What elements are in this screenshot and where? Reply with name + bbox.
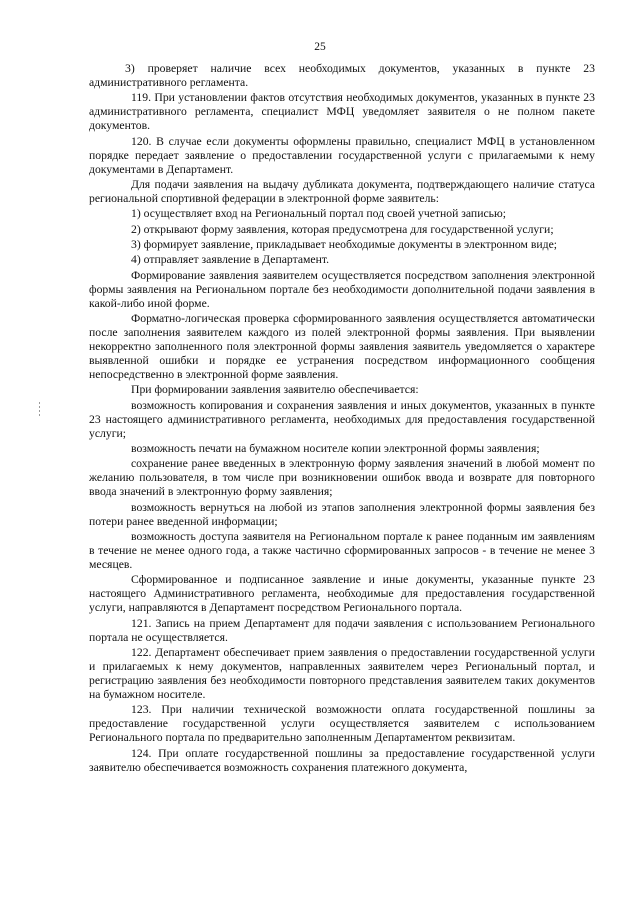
scan-margin-mark [38, 402, 42, 418]
feature-print: возможность печати на бумажном носителе копии электронной формы заявления; [131, 442, 540, 456]
paragraph-provided-features: При формировании заявления заявителю обеспечивается: [131, 383, 419, 397]
paragraph-123: 123. При наличии технической возможности оплата государственной пошлины за предоставление государственной услуги осуществляется заявителем с использованием Регионального портала по предварительно заполненным Департаментом реквизитам. [89, 703, 595, 745]
feature-copy-save: возможность копирования и сохранения заявления и иных документов, указанных в пункте 23 настоящего административного регламента, необходимых для предоставления государственной услуги; [89, 398, 595, 440]
paragraph-duplicate-intro: Для подачи заявления на выдачу дубликата документа, подтверждающего наличие статуса региональной спортивной федерации в электронной форме заявитель: [89, 177, 595, 205]
paragraph-124: 124. При оплате государственной пошлины за предоставление государственной услуги заявителю обеспечивается возможность сохранения платежного документа, [89, 746, 595, 774]
list-item-portal-login: 1) осуществляет вход на Региональный портал под своей учетной записью; [131, 207, 506, 221]
paragraph-forming-application: Формирование заявления заявителем осуществляется посредством заполнения электронной формы заявления на Региональном портале без необходимости дополнительной подачи заявления в какой-либо иной форме. [89, 268, 595, 310]
paragraph-signed-application: Сформированное и подписанное заявление и иные документы, указанные пункте 23 настоящего Административного регламента, необходимые для предоставления государственной услуги, направляются в Департамент посредством Регионального портала. [89, 573, 595, 615]
list-item-send-application: 4) отправляет заявление в Департамент. [131, 253, 330, 267]
paragraph-122: 122. Департамент обеспечивает прием заявления о предоставлении государственной услуги и прилагаемых к нему документов, направленных заявителем через Региональный портал, и регистрацию заявления без необходимости повторного представления заявителем таких документов на бумажном носителе. [89, 646, 595, 701]
paragraph-format-check: Форматно-логическая проверка сформированного заявления осуществляется автоматически после заполнения заявителем каждого из полей электронной формы заявления. При выявлении некорректно заполненного поля электронной формы заявления заявитель уведомляется о характере выявленной ошибки и порядке ее устранения посредством информационного сообщения непосредственно в электронной форме заявления. [89, 312, 595, 381]
document-body [89, 62, 595, 774]
page-number: 25 [314, 41, 326, 53]
feature-return-to-step: возможность вернуться на любой из этапов заполнения электронной формы заявления без потери ранее введенной информации; [89, 500, 595, 528]
list-item-open-form: 2) открывают форму заявления, которая предусмотрена для государственной услуги; [131, 222, 554, 236]
paragraph-check-documents: 3) проверяет наличие всех необходимых документов, указанных в пункте 23 административного регламента. [89, 62, 595, 89]
feature-save-values: сохранение ранее введенных в электронную форму заявления значений в любой момент по желанию пользователя, в том числе при возникновении ошибок ввода и возврате для повторного ввода значений в электронную форму заявления; [89, 457, 595, 499]
paragraph-120: 120. В случае если документы оформлены правильно, специалист МФЦ в установленном порядке передает заявление о предоставлении государственной услуги с прилагаемыми к нему документами в Департамент. [89, 134, 595, 176]
paragraph-121: 121. Запись на прием Департамент для подачи заявления с использованием Регионального портала не осуществляется. [89, 616, 595, 644]
list-item-form-application: 3) формирует заявление, прикладывает необходимые документы в электронном виде; [131, 238, 558, 252]
paragraph-119: 119. При установлении фактов отсутствия необходимых документов, указанных в пункте 23 административного регламента, специалист МФЦ уведомляет заявителя о не полном пакете документов. [89, 91, 595, 133]
feature-access-history: возможность доступа заявителя на Региональном портале к ранее поданным им заявлениям в течение не менее одного года, а также частично сформированных запросов - в течение не менее 3 месяцев. [89, 530, 595, 571]
